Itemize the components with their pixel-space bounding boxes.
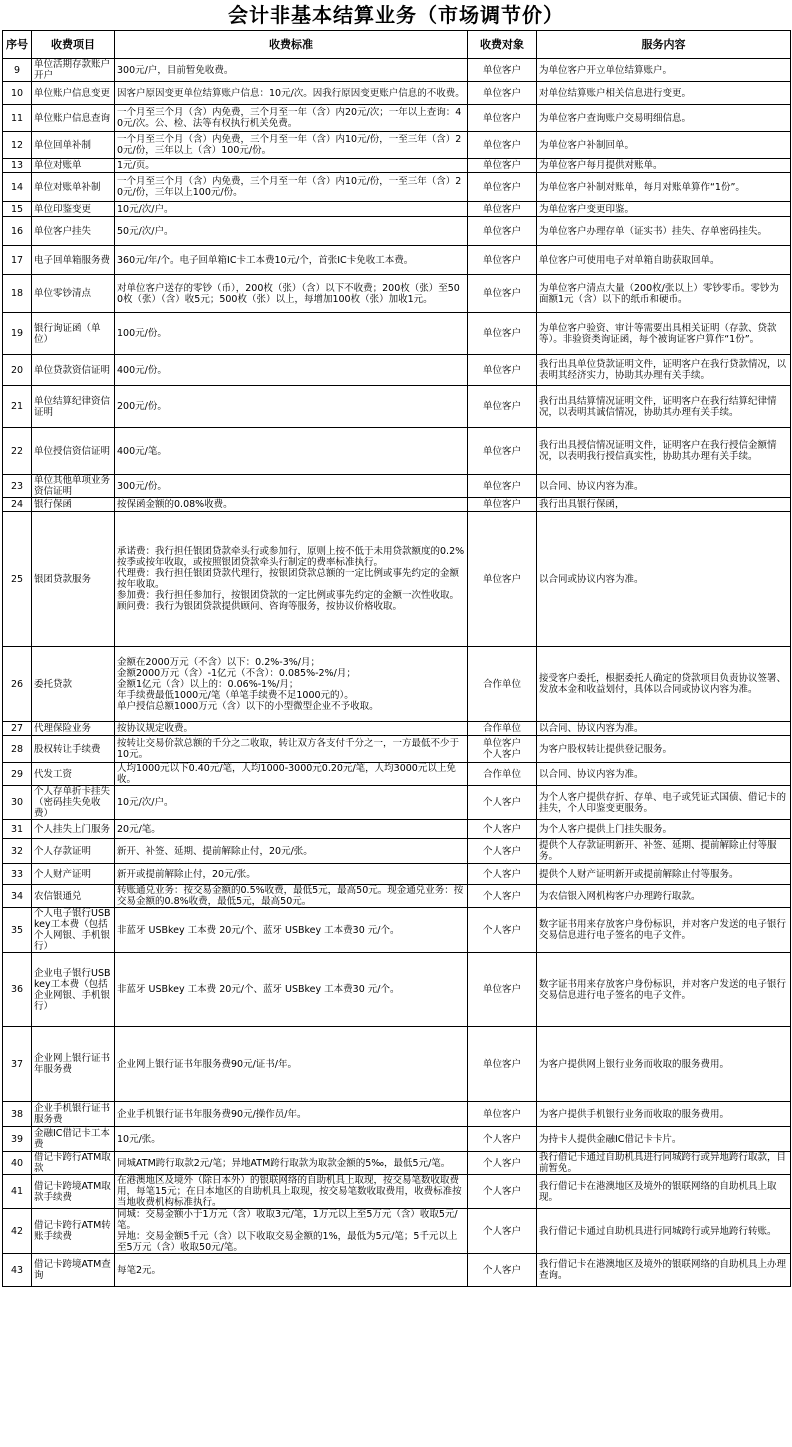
cell-target: 个人客户 xyxy=(468,839,537,864)
table-row xyxy=(3,1209,791,1254)
cell-no: 16 xyxy=(3,217,32,246)
table-row xyxy=(3,475,791,498)
cell-item: 股权转让手续费 xyxy=(32,736,115,763)
cell-standard: 400元/份。 xyxy=(115,355,468,386)
cell-target: 单位客户 xyxy=(468,1102,537,1127)
cell-service: 我行出具授信情况证明文件，证明客户在我行授信金额情况，以表明我行授信真实性，协助其办理有关手续。 xyxy=(537,428,791,475)
cell-target: 单位客户 xyxy=(468,313,537,355)
cell-target: 单位客户 xyxy=(468,475,537,498)
cell-target: 单位客户 xyxy=(468,1027,537,1102)
table-row xyxy=(3,105,791,132)
table-row xyxy=(3,839,791,864)
cell-item: 金融IC借记卡工本费 xyxy=(32,1127,115,1152)
cell-standard: 按转让交易价款总额的千分之二收取，转让双方各支付千分之一，一方最低不少于10元。 xyxy=(115,736,468,763)
cell-service: 提供个人存款证明新开、补签、延期、提前解除止付等服务。 xyxy=(537,839,791,864)
cell-target: 个人客户 xyxy=(468,820,537,839)
cell-item: 个人电子银行USBkey工本费（包括个人网银、手机银行） xyxy=(32,908,115,953)
cell-item: 单位账户信息变更 xyxy=(32,82,115,105)
cell-no: 20 xyxy=(3,355,32,386)
cell-item: 代发工资 xyxy=(32,763,115,786)
cell-service: 为单位客户补制对账单，每月对账单算作“1份”。 xyxy=(537,173,791,202)
cell-target: 个人客户 xyxy=(468,1254,537,1287)
table-row xyxy=(3,512,791,647)
table-row xyxy=(3,59,791,82)
table-row xyxy=(3,953,791,1027)
cell-target: 个人客户 xyxy=(468,1175,537,1209)
cell-service: 为单位客户清点大量（200枚/张以上）零钞零币。零钞为面额1元（含）以下的纸币和硬币。 xyxy=(537,275,791,313)
cell-no: 21 xyxy=(3,386,32,428)
cell-service: 我行借记卡通过自助机具进行同城跨行或异地跨行取款，目前暂免。 xyxy=(537,1152,791,1175)
cell-item: 委托贷款 xyxy=(32,647,115,722)
cell-target: 单位客户 xyxy=(468,159,537,173)
cell-service: 为单位客户开立单位结算账户。 xyxy=(537,59,791,82)
cell-standard: 300元/户，目前暂免收费。 xyxy=(115,59,468,82)
cell-target: 单位客户 xyxy=(468,275,537,313)
cell-no: 37 xyxy=(3,1027,32,1102)
cell-item: 农信银通兑 xyxy=(32,885,115,908)
cell-standard: 对单位客户送存的零钞（币），200枚（张）（含）以下不收费；200枚（张）至500枚（张）（含）收5元；500枚（张）以上，每增加100枚（张）加收1元。 xyxy=(115,275,468,313)
cell-service: 为持卡人提供金融IC借记卡卡片。 xyxy=(537,1127,791,1152)
cell-standard: 1元/页。 xyxy=(115,159,468,173)
cell-service: 我行出具银行保函， xyxy=(537,498,791,512)
table-row xyxy=(3,313,791,355)
cell-no: 27 xyxy=(3,722,32,736)
cell-standard: 10元/张。 xyxy=(115,1127,468,1152)
cell-standard: 300元/份。 xyxy=(115,475,468,498)
table-row xyxy=(3,1175,791,1209)
table-row xyxy=(3,1152,791,1175)
cell-service: 我行出具结算情况证明文件，证明客户在我行结算纪律情况，以表明其诚信情况，协助其办理有关手续。 xyxy=(537,386,791,428)
table-row xyxy=(3,908,791,953)
cell-item: 借记卡跨境ATM取款手续费 xyxy=(32,1175,115,1209)
cell-service: 以合同或协议内容为准。 xyxy=(537,512,791,647)
cell-item: 单位印鉴变更 xyxy=(32,202,115,217)
cell-standard: 新开或提前解除止付，20元/张。 xyxy=(115,864,468,885)
cell-target: 个人客户 xyxy=(468,1209,537,1254)
cell-service: 为单位客户查询账户交易明细信息。 xyxy=(537,105,791,132)
cell-no: 12 xyxy=(3,132,32,159)
cell-standard: 360元/年/个。电子回单箱IC卡工本费10元/个，首张IC卡免收工本费。 xyxy=(115,246,468,275)
cell-item: 个人存款证明 xyxy=(32,839,115,864)
table-row xyxy=(3,498,791,512)
cell-standard: 非蓝牙 USBkey 工本费 20元/个、蓝牙 USBkey 工本费30 元/个。 xyxy=(115,953,468,1027)
cell-no: 11 xyxy=(3,105,32,132)
cell-no: 25 xyxy=(3,512,32,647)
cell-service: 接受客户委托，根据委托人确定的贷款项目负责协议签署、发放本金和收益划付，具体以合同或协议内容为准。 xyxy=(537,647,791,722)
cell-item: 单位对账单 xyxy=(32,159,115,173)
cell-no: 24 xyxy=(3,498,32,512)
cell-no: 40 xyxy=(3,1152,32,1175)
cell-item: 银行询证函（单位） xyxy=(32,313,115,355)
cell-no: 32 xyxy=(3,839,32,864)
cell-target: 个人客户 xyxy=(468,885,537,908)
cell-item: 企业网上银行证书年服务费 xyxy=(32,1027,115,1102)
cell-no: 22 xyxy=(3,428,32,475)
cell-service: 为客户股权转让提供登记服务。 xyxy=(537,736,791,763)
cell-standard: 因客户原因变更单位结算账户信息：10元/次。因我行原因变更账户信息的不收费。 xyxy=(115,82,468,105)
cell-no: 18 xyxy=(3,275,32,313)
header-standard: 收费标准 xyxy=(115,31,468,59)
cell-target: 个人客户 xyxy=(468,786,537,820)
table-row xyxy=(3,1102,791,1127)
cell-target: 合作单位 xyxy=(468,722,537,736)
cell-standard: 非蓝牙 USBkey 工本费 20元/个、蓝牙 USBkey 工本费30 元/个。 xyxy=(115,908,468,953)
cell-standard: 承诺费：我行担任银团贷款牵头行或参加行，原则上按不低于未用贷款额度的0.2%按季或按年收取，或按照银团贷款牵头行制定的费率标准执行。 代理费：我行担任银团贷款代理行，按银团贷款总额的一定比例或事先约定的金额按年收取。 参加费：我行担任参加行，按银团贷款的一定比例或事先约定的金额一次性收取。 顾问费：我行为银团贷款提供顾问、咨询等服务，按协议价格收取。 xyxy=(115,512,468,647)
cell-no: 41 xyxy=(3,1175,32,1209)
cell-target: 单位客户 xyxy=(468,132,537,159)
cell-standard: 400元/笔。 xyxy=(115,428,468,475)
cell-target: 单位客户 xyxy=(468,512,537,647)
cell-item: 个人财产证明 xyxy=(32,864,115,885)
cell-service: 数字证书用来存放客户身份标识，并对客户发送的电子银行交易信息进行电子签名的电子文件。 xyxy=(537,953,791,1027)
table-row xyxy=(3,647,791,722)
cell-service: 为农信银入网机构客户办理跨行取款。 xyxy=(537,885,791,908)
cell-no: 10 xyxy=(3,82,32,105)
cell-target: 单位客户 xyxy=(468,355,537,386)
table-row xyxy=(3,246,791,275)
cell-item: 借记卡跨行ATM取款 xyxy=(32,1152,115,1175)
cell-standard: 10元/次/户。 xyxy=(115,202,468,217)
cell-service: 我行借记卡在港澳地区及境外的银联网络的自助机具上取现。 xyxy=(537,1175,791,1209)
cell-target: 单位客户 xyxy=(468,173,537,202)
cell-service: 以合同、协议内容为准。 xyxy=(537,475,791,498)
cell-no: 14 xyxy=(3,173,32,202)
table-row xyxy=(3,386,791,428)
table-row xyxy=(3,132,791,159)
table-row xyxy=(3,275,791,313)
cell-standard: 转账通兑业务：按交易金额的0.5%收费，最低5元，最高50元。现金通兑业务：按交易金额的0.8%收费，最低5元，最高50元。 xyxy=(115,885,468,908)
cell-no: 43 xyxy=(3,1254,32,1287)
cell-target: 个人客户 xyxy=(468,908,537,953)
table-body xyxy=(3,59,791,1287)
table-header-row xyxy=(3,31,791,59)
cell-no: 29 xyxy=(3,763,32,786)
table-row xyxy=(3,885,791,908)
table-row xyxy=(3,1254,791,1287)
cell-no: 39 xyxy=(3,1127,32,1152)
table-row xyxy=(3,82,791,105)
cell-service: 我行借记卡在港澳地区及境外的银联网络的自助机具上办理查询。 xyxy=(537,1254,791,1287)
cell-no: 19 xyxy=(3,313,32,355)
cell-service: 为客户提供手机银行业务而收取的服务费用。 xyxy=(537,1102,791,1127)
cell-target: 个人客户 xyxy=(468,1127,537,1152)
cell-item: 代理保险业务 xyxy=(32,722,115,736)
header-item: 收费项目 xyxy=(32,31,115,59)
table-row xyxy=(3,217,791,246)
cell-target: 单位客户 xyxy=(468,428,537,475)
cell-item: 企业电子银行USBkey工本费（包括企业网银、手机银行） xyxy=(32,953,115,1027)
table-row xyxy=(3,202,791,217)
cell-standard: 人均1000元以下0.40元/笔，人均1000-3000元0.20元/笔，人均3000元以上免收。 xyxy=(115,763,468,786)
cell-target: 单位客户 xyxy=(468,202,537,217)
cell-standard: 按协议规定收费。 xyxy=(115,722,468,736)
cell-item: 借记卡跨行ATM转账手续费 xyxy=(32,1209,115,1254)
table-row xyxy=(3,1127,791,1152)
cell-target: 单位客户 xyxy=(468,82,537,105)
cell-service: 为个人客户提供存折、存单、电子或凭证式国债、借记卡的挂失，个人印鉴变更服务。 xyxy=(537,786,791,820)
cell-target: 单位客户 xyxy=(468,59,537,82)
cell-no: 13 xyxy=(3,159,32,173)
cell-standard: 每笔2元。 xyxy=(115,1254,468,1287)
cell-item: 银行保函 xyxy=(32,498,115,512)
cell-target: 单位客户 xyxy=(468,246,537,275)
cell-item: 单位授信资信证明 xyxy=(32,428,115,475)
cell-item: 单位回单补制 xyxy=(32,132,115,159)
cell-service: 单位客户可使用电子对单箱自助获取回单。 xyxy=(537,246,791,275)
table-row xyxy=(3,864,791,885)
table-row xyxy=(3,763,791,786)
cell-service: 我行借记卡通过自助机具进行同城跨行或异地跨行转账。 xyxy=(537,1209,791,1254)
cell-target: 单位客户 xyxy=(468,217,537,246)
cell-item: 单位账户信息查询 xyxy=(32,105,115,132)
cell-item: 单位活期存款账户开户 xyxy=(32,59,115,82)
fee-table xyxy=(2,30,791,1287)
cell-service: 提供个人财产证明新开或提前解除止付等服务。 xyxy=(537,864,791,885)
cell-item: 个人挂失上门服务 xyxy=(32,820,115,839)
cell-item: 单位贷款资信证明 xyxy=(32,355,115,386)
cell-target: 单位客户 个人客户 xyxy=(468,736,537,763)
cell-service: 数字证书用来存放客户身份标识，并对客户发送的电子银行交易信息进行电子签名的电子文件。 xyxy=(537,908,791,953)
cell-item: 单位结算纪律资信证明 xyxy=(32,386,115,428)
cell-item: 企业手机银行证书服务费 xyxy=(32,1102,115,1127)
cell-standard: 50元/次/户。 xyxy=(115,217,468,246)
cell-target: 个人客户 xyxy=(468,1152,537,1175)
cell-service: 我行出具单位贷款证明文件，证明客户在我行贷款情况，以表明其经济实力，协助其办理有关手续。 xyxy=(537,355,791,386)
cell-no: 30 xyxy=(3,786,32,820)
table-row xyxy=(3,820,791,839)
cell-service: 为单位客户验资、审计等需要出具相关证明（存款、贷款等）。非验资类询证函，每个被询证客户算作“1份”。 xyxy=(537,313,791,355)
table-row xyxy=(3,355,791,386)
cell-service: 以合同、协议内容为准。 xyxy=(537,763,791,786)
cell-no: 15 xyxy=(3,202,32,217)
table-row xyxy=(3,722,791,736)
cell-standard: 一个月至三个月（含）内免费，三个月至一年（含）内10元/份，一至三年（含）20元/份，三年以上（含）100元/份。 xyxy=(115,132,468,159)
cell-no: 28 xyxy=(3,736,32,763)
cell-target: 个人客户 xyxy=(468,864,537,885)
cell-target: 单位客户 xyxy=(468,498,537,512)
page-title: 会计非基本结算业务（市场调节价） xyxy=(228,3,564,27)
cell-standard: 在港澳地区及境外（除日本外）的银联网络的自助机具上取现，按交易笔数收取费用，每笔15元；在日本地区的自助机具上取现，按交易笔数收取费用，收费标准按当地收费机构标准执行。 xyxy=(115,1175,468,1209)
cell-no: 26 xyxy=(3,647,32,722)
cell-service: 为单位客户每月提供对账单。 xyxy=(537,159,791,173)
cell-service: 以合同、协议内容为准。 xyxy=(537,722,791,736)
cell-target: 合作单位 xyxy=(468,763,537,786)
cell-target: 合作单位 xyxy=(468,647,537,722)
cell-no: 36 xyxy=(3,953,32,1027)
cell-service: 为个人客户提供上门挂失服务。 xyxy=(537,820,791,839)
cell-item: 单位零钞清点 xyxy=(32,275,115,313)
cell-standard: 金额在2000万元（不含）以下：0.2%-3%/月； 金额2000万元（含）-1亿元（不含）：0.085%-2%/月； 金额1亿元（含）以上的：0.06%-1%/月； 年手续费最低1000元/笔（单笔手续费不足1000元的）。 单户授信总额1000万元（含）以下的小型微型企业不予收取。 xyxy=(115,647,468,722)
table-row xyxy=(3,159,791,173)
cell-no: 38 xyxy=(3,1102,32,1127)
cell-service: 为单位客户变更印鉴。 xyxy=(537,202,791,217)
cell-standard: 200元/份。 xyxy=(115,386,468,428)
cell-item: 电子回单箱服务费 xyxy=(32,246,115,275)
cell-item: 借记卡跨境ATM查询 xyxy=(32,1254,115,1287)
cell-no: 35 xyxy=(3,908,32,953)
table-row xyxy=(3,173,791,202)
cell-no: 34 xyxy=(3,885,32,908)
cell-standard: 100元/份。 xyxy=(115,313,468,355)
table-row xyxy=(3,428,791,475)
header-service: 服务内容 xyxy=(537,31,791,59)
cell-standard: 按保函金额的0.08%收费。 xyxy=(115,498,468,512)
cell-service: 对单位结算账户相关信息进行变更。 xyxy=(537,82,791,105)
cell-item: 个人存单折卡挂失（密码挂失免收费） xyxy=(32,786,115,820)
cell-standard: 企业手机银行证书年服务费90元/操作员/年。 xyxy=(115,1102,468,1127)
cell-no: 9 xyxy=(3,59,32,82)
cell-target: 单位客户 xyxy=(468,105,537,132)
cell-standard: 10元/次/户。 xyxy=(115,786,468,820)
cell-standard: 一个月至三个月（含）内免费，三个月至一年（含）内10元/份，一至三年（含）20元/份，三年以上100元/份。 xyxy=(115,173,468,202)
cell-target: 单位客户 xyxy=(468,953,537,1027)
cell-standard: 同城ATM跨行取款2元/笔；异地ATM跨行取款为取款金额的5‰，最低5元/笔。 xyxy=(115,1152,468,1175)
cell-service: 为单位客户办理存单（证实书）挂失、存单密码挂失。 xyxy=(537,217,791,246)
cell-no: 17 xyxy=(3,246,32,275)
cell-item: 单位对账单补制 xyxy=(32,173,115,202)
cell-service: 为客户提供网上银行业务而收取的服务费用。 xyxy=(537,1027,791,1102)
table-row xyxy=(3,736,791,763)
cell-no: 33 xyxy=(3,864,32,885)
cell-no: 42 xyxy=(3,1209,32,1254)
cell-standard: 企业网上银行证书年服务费90元/证书/年。 xyxy=(115,1027,468,1102)
cell-no: 31 xyxy=(3,820,32,839)
header-target: 收费对象 xyxy=(468,31,537,59)
cell-target: 单位客户 xyxy=(468,386,537,428)
table-row xyxy=(3,1027,791,1102)
table-row xyxy=(3,786,791,820)
cell-item: 单位客户挂失 xyxy=(32,217,115,246)
cell-standard: 新开、补签、延期、提前解除止付，20元/张。 xyxy=(115,839,468,864)
cell-standard: 一个月至三个月（含）内免费，三个月至一年（含）内20元/次；一年以上查询：40元/次。公、检、法等有权执行机关免费。 xyxy=(115,105,468,132)
cell-item: 单位其他单项业务资信证明 xyxy=(32,475,115,498)
cell-standard: 20元/笔。 xyxy=(115,820,468,839)
cell-service: 为单位客户补制回单。 xyxy=(537,132,791,159)
cell-no: 23 xyxy=(3,475,32,498)
header-no: 序号 xyxy=(3,31,32,59)
cell-standard: 同城：交易金额小于1万元（含）收取3元/笔，1万元以上至5万元（含）收取5元/笔。 异地：交易金额5千元（含）以下收取交易金额的1%，最低为5元/笔；5千元以上至5万元（含）收取50元/笔。 xyxy=(115,1209,468,1254)
cell-item: 银团贷款服务 xyxy=(32,512,115,647)
